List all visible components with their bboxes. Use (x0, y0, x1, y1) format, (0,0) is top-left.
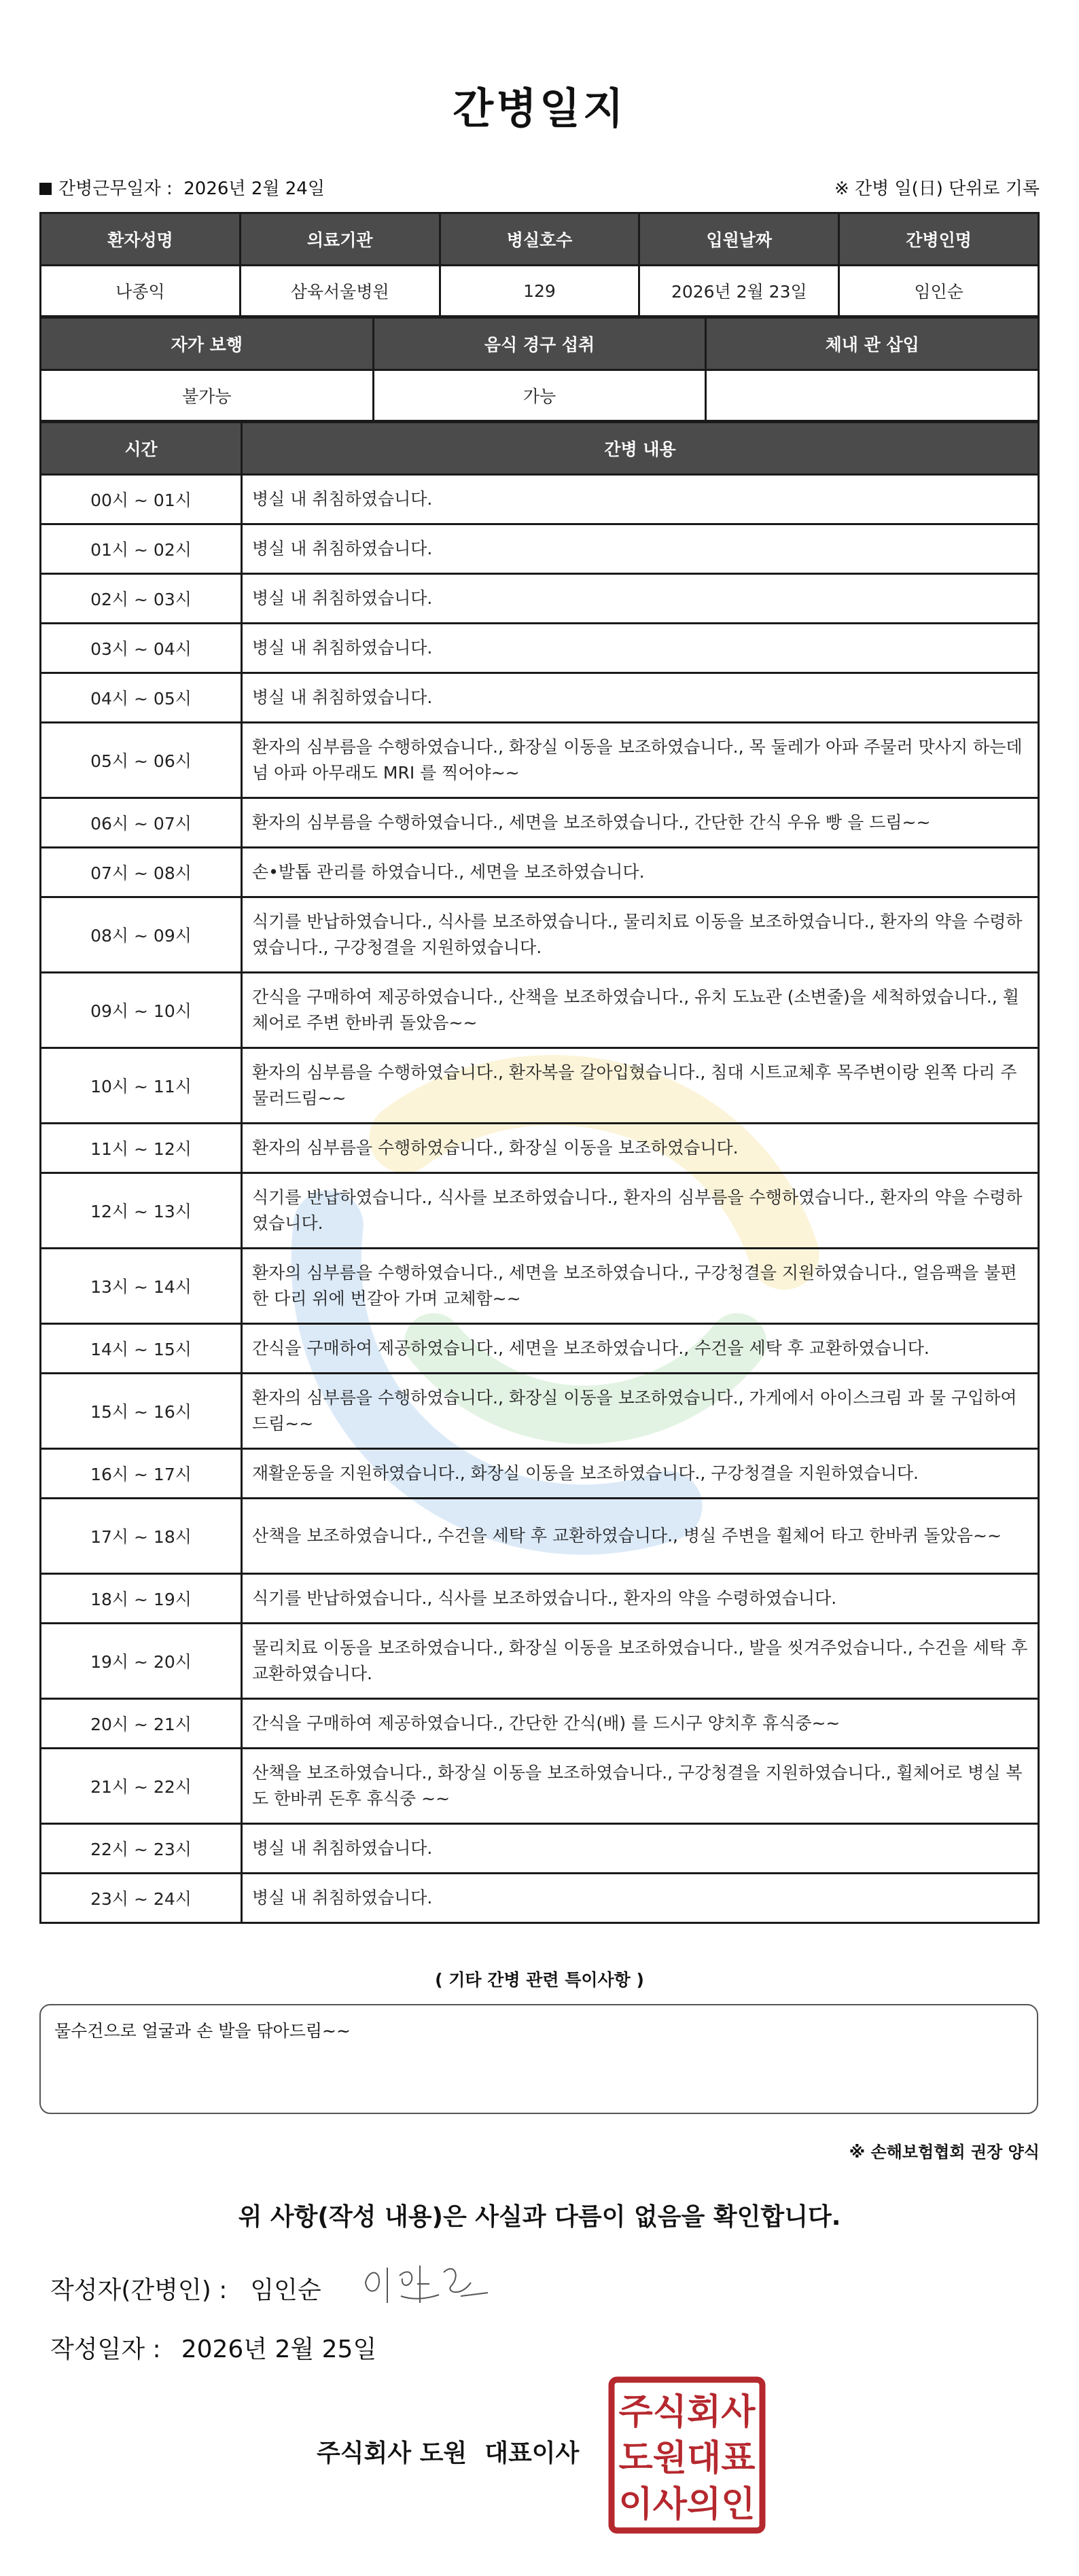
log-content: 식기를 반납하였습니다., 식사를 보조하였습니다., 환자의 약을 수령하였습니다. (242, 1574, 1039, 1624)
company-seal-stamp (608, 2376, 766, 2534)
log-content: 병실 내 취침하였습니다. (242, 624, 1039, 673)
remarks-text: 물수건으로 얼굴과 손 발을 닦아드림~~ (54, 2021, 351, 2041)
log-content: 병실 내 취침하였습니다. (242, 1874, 1039, 1923)
patient-info-table (39, 212, 1040, 317)
patient-name: 나종익 (41, 266, 241, 317)
log-content: 환자의 심부름을 수행하였습니다., 세면을 보조하였습니다., 간단한 간식 우유 빵 을 드림~~ (242, 798, 1039, 848)
log-time: 00시 ~ 01시 (41, 475, 242, 524)
log-time: 06시 ~ 07시 (41, 798, 242, 848)
caregiver-name: 임인순 (839, 266, 1039, 317)
log-content: 재활운동을 지원하였습니다., 화장실 이동을 보조하였습니다., 구강청결을 지원하였습니다. (242, 1449, 1039, 1499)
log-time: 10시 ~ 11시 (41, 1048, 242, 1124)
patient-status-table (39, 317, 1040, 422)
log-row (41, 1749, 1039, 1824)
header-room: 병실호수 (440, 213, 639, 266)
log-row (41, 624, 1039, 673)
log-row (41, 475, 1039, 524)
company-name: 주식회사 도원 (317, 2439, 467, 2467)
remarks-box (39, 2004, 1038, 2114)
log-time: 18시 ~ 19시 (41, 1574, 242, 1624)
log-row (41, 1249, 1039, 1324)
header-hospital: 의료기관 (240, 213, 440, 266)
log-content: 물리치료 이동을 보조하였습니다., 화장실 이동을 보조하였습니다., 발을 씻겨주었습니다., 수건을 세탁 후 교환하였습니다. (242, 1624, 1039, 1699)
log-content: 환자의 심부름을 수행하였습니다., 화장실 이동을 보조하였습니다. (242, 1124, 1039, 1173)
work-date-value: 2026년 2월 24일 (183, 179, 325, 199)
log-row (41, 723, 1039, 798)
log-time: 02시 ~ 03시 (41, 574, 242, 624)
log-time: 03시 ~ 04시 (41, 624, 242, 673)
log-content: 손•발톱 관리를 하였습니다., 세면을 보조하였습니다. (242, 848, 1039, 897)
oral-intake: 가능 (373, 370, 706, 421)
written-date-value: 2026년 2월 25일 (181, 2336, 377, 2363)
log-time: 16시 ~ 17시 (41, 1449, 242, 1499)
confirmation-statement: 위 사항(작성 내용)은 사실과 다름이 없음을 확인합니다. (238, 2203, 841, 2231)
header-care-content: 간병 내용 (242, 423, 1039, 475)
log-content: 병실 내 취침하였습니다. (242, 673, 1039, 723)
work-date (39, 175, 325, 200)
care-log-table (39, 421, 1040, 1924)
log-time: 11시 ~ 12시 (41, 1124, 242, 1173)
log-row (41, 673, 1039, 723)
tube-insertion (706, 370, 1039, 421)
log-content: 간식을 구매하여 제공하였습니다., 산책을 보조하였습니다., 유치 도뇨관 (소변줄)을 세척하였습니다., 휠체어로 주변 한바퀴 돌았음~~ (242, 973, 1039, 1048)
log-time: 17시 ~ 18시 (41, 1499, 242, 1574)
log-content: 환자의 심부름을 수행하였습니다., 화장실 이동을 보조하였습니다., 목 둘레가 아파 주물러 맛사지 하는데 넘 아파 아무래도 MRI 를 찍어야~~ (242, 723, 1039, 798)
log-row (41, 1499, 1039, 1574)
log-time: 05시 ~ 06시 (41, 723, 242, 798)
company-representative: 대표이사 (484, 2439, 580, 2467)
log-content: 환자의 심부름을 수행하였습니다., 환자복을 갈아입혔습니다., 침대 시트교체후 목주변이랑 왼쪽 다리 주물러드림~~ (242, 1048, 1039, 1124)
log-time: 01시 ~ 02시 (41, 524, 242, 574)
log-row (41, 1624, 1039, 1699)
log-content: 간식을 구매하여 제공하였습니다., 간단한 간식(배) 를 드시구 양치후 휴식중~~ (242, 1699, 1039, 1749)
log-content: 환자의 심부름을 수행하였습니다., 세면을 보조하였습니다., 구강청결을 지원하였습니다., 얼음팩을 불편한 다리 위에 번갈아 가며 교체함~~ (242, 1249, 1039, 1324)
log-time: 14시 ~ 15시 (41, 1324, 242, 1374)
header-self-walking: 자가 보행 (41, 318, 374, 370)
log-row (41, 1374, 1039, 1449)
log-row (41, 848, 1039, 897)
header-caregiver: 간병인명 (839, 213, 1039, 266)
header-oral-intake: 음식 경구 섭취 (373, 318, 706, 370)
form-note: ※ 손해보험협회 권장 양식 (849, 2143, 1040, 2162)
log-row (41, 1449, 1039, 1499)
log-row (41, 1874, 1039, 1923)
log-time: 15시 ~ 16시 (41, 1374, 242, 1449)
log-time: 21시 ~ 22시 (41, 1749, 242, 1824)
log-content: 병실 내 취침하였습니다. (242, 1824, 1039, 1874)
seal-line-2: 도원대표 (618, 2438, 756, 2479)
writer-label: 작성자(간병인) : (50, 2276, 228, 2304)
room-number: 129 (440, 266, 639, 317)
written-date (50, 2330, 376, 2365)
written-date-label: 작성일자 : (50, 2336, 161, 2363)
log-content: 환자의 심부름을 수행하였습니다., 화장실 이동을 보조하였습니다., 가게에서 아이스크림 과 물 구입하여 드림~~ (242, 1374, 1039, 1449)
header-patient-name: 환자성명 (41, 213, 241, 266)
log-row (41, 1048, 1039, 1124)
writer-name: 임인순 (250, 2276, 321, 2304)
admission-date: 2026년 2월 23일 (639, 266, 839, 317)
company (317, 2434, 579, 2469)
seal-line-1: 주식회사 (618, 2392, 756, 2433)
log-row (41, 897, 1039, 973)
log-time: 23시 ~ 24시 (41, 1874, 242, 1923)
log-content: 식기를 반납하였습니다., 식사를 보조하였습니다., 환자의 심부름을 수행하였습니다., 환자의 약을 수령하였습니다. (242, 1173, 1039, 1249)
log-row (41, 1324, 1039, 1374)
unit-note: ※ 간병 일(日) 단위로 기록 (834, 179, 1040, 199)
header-tube-insertion: 체내 관 삽입 (706, 318, 1039, 370)
writer (50, 2271, 321, 2306)
log-time: 22시 ~ 23시 (41, 1824, 242, 1874)
log-content: 산책을 보조하였습니다., 수건을 세탁 후 교환하였습니다., 병실 주변을 휠체어 타고 한바퀴 돌았음~~ (242, 1499, 1039, 1574)
seal-line-3: 이사의인 (618, 2484, 756, 2525)
log-row (41, 1574, 1039, 1624)
log-time: 08시 ~ 09시 (41, 897, 242, 973)
header-admission-date: 입원날짜 (639, 213, 839, 266)
log-row (41, 798, 1039, 848)
log-content: 산책을 보조하였습니다., 화장실 이동을 보조하였습니다., 구강청결을 지원하였습니다., 휠체어로 병실 복도 한바퀴 돈후 휴식중 ~~ (242, 1749, 1039, 1824)
hospital: 삼육서울병원 (240, 266, 440, 317)
work-date-label: 간병근무일자 : (58, 179, 173, 199)
log-content: 간식을 구매하여 제공하였습니다., 세면을 보조하였습니다., 수건을 세탁 후 교환하였습니다. (242, 1324, 1039, 1374)
log-content: 병실 내 취침하였습니다. (242, 574, 1039, 624)
document-title: 간병일지 (453, 84, 626, 133)
log-row (41, 524, 1039, 574)
handwritten-signature (359, 2255, 495, 2316)
log-time: 07시 ~ 08시 (41, 848, 242, 897)
log-row (41, 1173, 1039, 1249)
log-time: 20시 ~ 21시 (41, 1699, 242, 1749)
remarks-title: ( 기타 간병 관련 특이사항 ) (435, 1970, 644, 1990)
log-row (41, 574, 1039, 624)
log-row (41, 973, 1039, 1048)
log-content: 병실 내 취침하였습니다. (242, 524, 1039, 574)
header-time: 시간 (41, 423, 242, 475)
log-time: 12시 ~ 13시 (41, 1173, 242, 1249)
log-row (41, 1699, 1039, 1749)
log-row (41, 1824, 1039, 1874)
square-bullet-icon (39, 183, 52, 195)
log-time: 13시 ~ 14시 (41, 1249, 242, 1324)
log-time: 04시 ~ 05시 (41, 673, 242, 723)
log-content: 식기를 반납하였습니다., 식사를 보조하였습니다., 물리치료 이동을 보조하였습니다., 환자의 약을 수령하였습니다., 구강청결을 지원하였습니다. (242, 897, 1039, 973)
log-time: 19시 ~ 20시 (41, 1624, 242, 1699)
log-row (41, 1124, 1039, 1173)
log-time: 09시 ~ 10시 (41, 973, 242, 1048)
self-walking: 불가능 (41, 370, 374, 421)
log-content: 병실 내 취침하였습니다. (242, 475, 1039, 524)
